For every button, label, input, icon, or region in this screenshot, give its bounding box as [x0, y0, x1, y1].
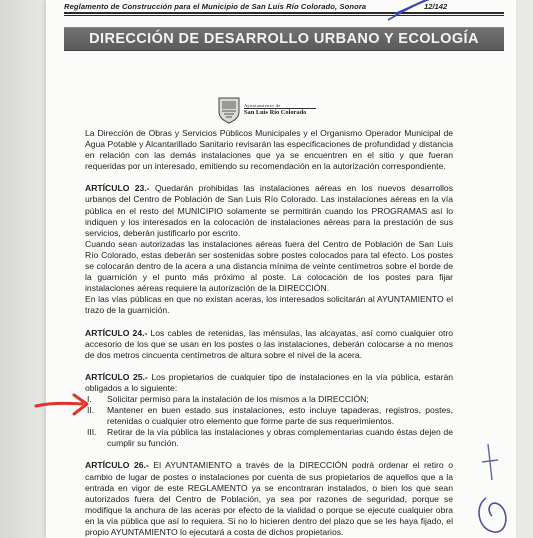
header-rule: [64, 12, 504, 14]
page-number: 12/142: [424, 2, 448, 11]
list-item-text: Retirar de la vía pública las instalaciones y obras complementarias cuando éstas dejen de cumplir su función.: [107, 427, 453, 449]
article-24: [85, 328, 453, 361]
logo-line-1: Ayuntamiento de: [244, 103, 281, 108]
paragraph-intro: La Dirección de Obras y Servicios Públicos Municipales y el Organismo Operador Municipal de Agua Potable y Alcantarillado Sanitario revisarán las especificaciones de profundidad y distancia en relación con las demás instalaciones que ya se encuentren en el sitio y que fueran requeridas por un interesado, emitiendo su recomendación en la autorización correspondiente.: [85, 128, 453, 172]
list-item-number: II.: [87, 405, 95, 416]
list-item-text: Mantener en buen estado sus instalaciones, esto incluye tapaderas, registros, postes, retenidas o cualquier otro elemento que forme parte de sus requerimientos.: [107, 405, 453, 427]
list-item: [85, 394, 453, 405]
article-23: [85, 183, 453, 238]
banner-title: DIRECCIÓN DE DESARROLLO URBANO Y ECOLOGÍA: [89, 31, 479, 47]
logo-line-2: San Luis Río Colorado: [244, 109, 307, 116]
section-banner: [64, 27, 504, 51]
list-item: [85, 427, 453, 449]
article-25: [85, 372, 453, 394]
article-24-text: Los cables de retenidas, las ménsulas, las alcayatas, así como cualquier otro accesorio de los que se usan en los postes o las instalaciones, deberán colocarse a no menos de dos metros cincuenta centímetros de altura sobre el nivel de la acera.: [85, 327, 453, 360]
article-23-paragraph-3: En las vías públicas en que no existan aceras, los interesados solicitarán al AYUNTAMIENTO el trazo de la guarnición.: [85, 294, 453, 316]
article-26: [85, 460, 453, 538]
running-title: Reglamento de Construcción para el Municipio de San Luis Río Colorado, Sonora: [64, 2, 367, 11]
page-edge-shadow: [0, 0, 46, 538]
list-item-text: Solicitar permiso para la instalación de los mismos a la DIRECCIÓN;: [107, 393, 369, 404]
article-26-text: El AYUNTAMIENTO a través de la DIRECCIÓN podrá ordenar el retiro o cambio de lugar de postes o instalaciones por cuenta de sus propietarios de aquellos que a la entrada en vigor de este REGLAMENTO ya se encontraran instalados, o bien los que sean autorizados fuera del Centro de Población, ya sea por razones de seguridad, porque se modifique la anchura de las aceras por efecto de la vialidad o porque se ejecute cualquier obra en la vía pública que así lo requiera. Si no lo hicieren dentro del plazo que se les haya fijado, el propio AYUNTAMIENTO lo ejecutará a costa de dichos propietarios.: [85, 460, 453, 537]
article-25-title: ARTÍCULO 25.-: [85, 371, 148, 382]
document-body: [85, 128, 453, 538]
article-23-title: ARTÍCULO 23.-: [85, 183, 150, 194]
municipal-seal-icon: [216, 96, 242, 124]
red-arrow-annotation: [34, 392, 95, 418]
article-25-list: [85, 394, 453, 449]
article-26-title: ARTÍCULO 26.-: [85, 460, 149, 471]
article-25-text: Los propietarios de cualquier tipo de instalaciones en la vía pública, estarán obligados a lo siguiente:: [85, 371, 453, 393]
article-23-text: Quedarán prohibidas las instalaciones aéreas en los nuevos desarrollos urbanos del Centro de Población de San Luis Río Colorado. Las instalaciones aéreas en la vía pública en el resto del MUNICIPIO solamente se permitirán cuando los PROGRAMAS así lo indiquen y los interesados en la colocación de instalaciones aéreas para la prestación de sus servicios, deberán justificarlo por escrito.: [85, 183, 453, 238]
list-item-number: III.: [87, 427, 97, 438]
list-item: [85, 405, 453, 427]
article-24-title: ARTÍCULO 24.-: [85, 327, 148, 338]
article-23-paragraph-2: Cuando sean autorizadas las instalaciones aéreas fuera del Centro de Población de San Luis Río Colorado, estas deberán ser sostenidas sobre postes colocados para tal efecto. Los postes se colocarán dentro de la acera a una distancia mínima de veinte centímetros sobre el borde de la guarnición y el punto más próximo al poste. La colocación de los postes para fijar instalaciones aéreas requiere la autorización de la DIRECCIÓN.: [85, 238, 453, 294]
header-rule-thin: [64, 15, 504, 16]
list-item-number: I.: [87, 393, 92, 404]
margin-pen-marks: [468, 440, 528, 538]
